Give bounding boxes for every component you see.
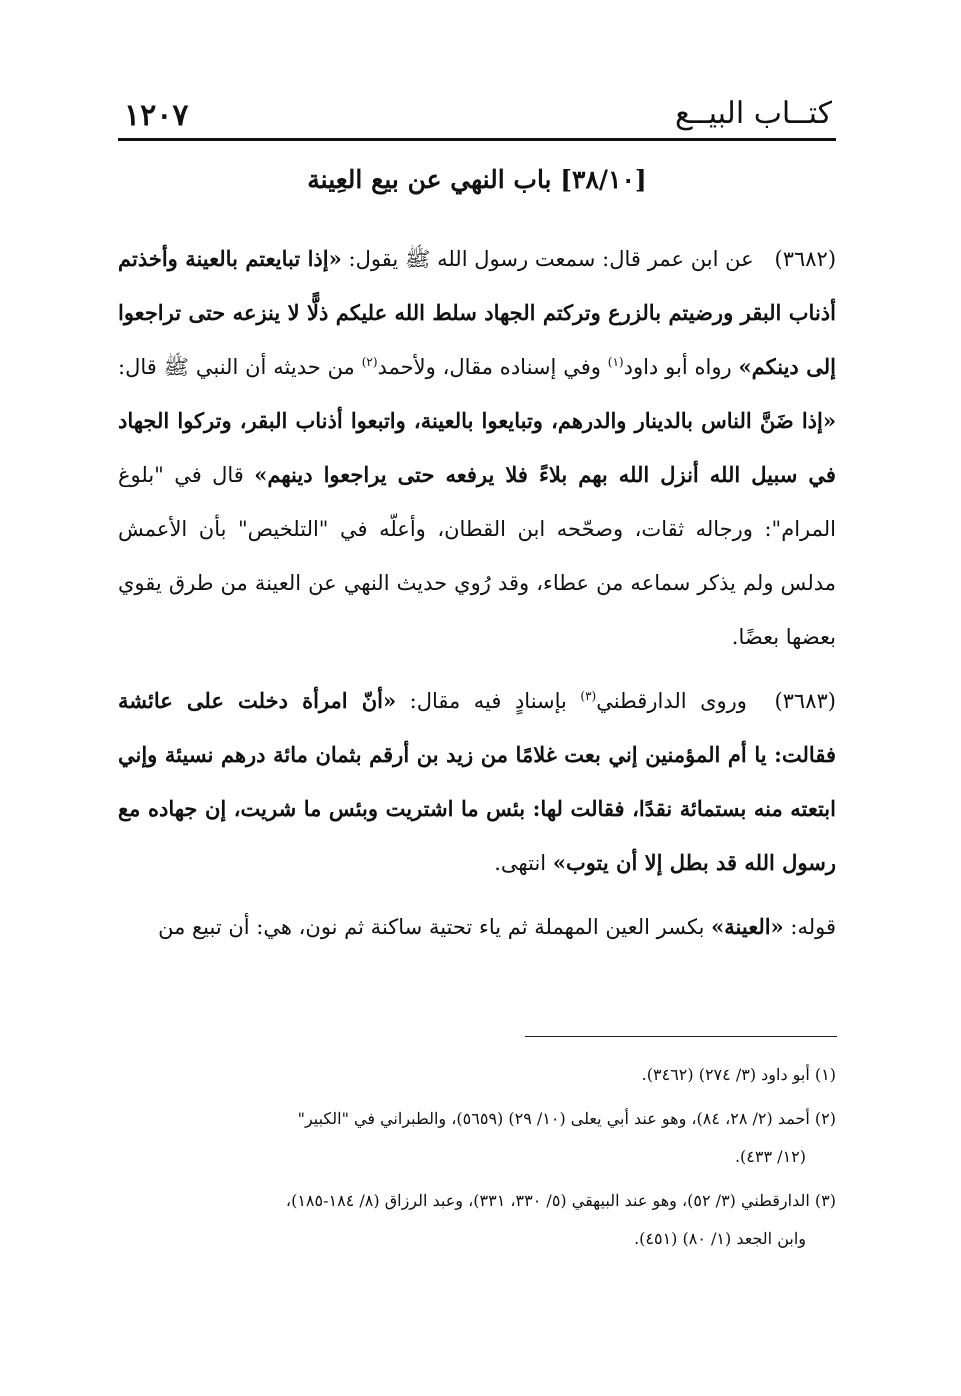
commentary-paragraph [118,900,836,954]
running-title: كتــاب البيــع [675,96,832,131]
footnote-number: (٣) [814,1191,836,1210]
page-number: ١٢٠٧ [124,98,189,133]
footnote-text: أحمد (٢/ ٢٨، ٨٤)، وهو عند أبي يعلى (١٠/ ٢٩) (٥٦٥٩)، والطبراني في "الكبير" [297,1109,810,1128]
footnote-item [118,1056,836,1094]
commentary-term: «العينة» [711,914,784,939]
footnote-marker: (١) [607,355,624,369]
hadith-text: وفي إسناده مقال، ولأحمد [377,355,601,379]
footnote-continuation: (١٢/ ٤٣٣). [734,1147,806,1166]
hadith-text: رواه أبو داود [623,355,732,379]
hadith-paragraph-3683 [118,674,836,890]
hadith-text: وروى الدارقطني [596,689,747,713]
footnote-marker: (٢) [361,355,378,369]
hadith-quote: «أنّ امرأة دخلت على عائشة فقالت: يا أم المؤمنين إني بعت غلامًا من زيد بن أرقم بثمان مائة درهم نسيئة وإني ابتعته منه بستمائة نقدًا، فقالت لها: بئس ما اشتريت وبئس ما شريت، إن جهاده مع رسول الله قد بطل إلا أن يتوب» [118,688,836,875]
running-header [118,92,836,141]
hadith-quote: «إذا تبايعتم بالعينة وأخذتم أذناب البقر ورضيتم بالزرع وتركتم الجهاد سلط الله عليكم ذلًّا لا ينزعه حتى تراجعوا إلى دينكم» [118,246,836,379]
footnote-text: أبو داود (٣/ ٢٧٤) (٣٤٦٢). [641,1065,810,1084]
footnote-item [118,1100,836,1176]
footnote-item [118,1182,836,1258]
footnote-marker: (٣) [580,689,597,703]
footnote-number: (٢) [814,1109,836,1128]
hadith-number: (٣٦٨٢) [774,247,837,271]
commentary-lead: قوله: [790,915,836,939]
footnote-separator [525,1036,837,1037]
hadith-text: من حديثه أن النبي ﷺ قال: [118,355,355,379]
hadith-quote: «إذا ضَنَّ الناس بالدينار والدرهم، وتبايعوا بالعينة، واتبعوا أذناب البقر، وتركوا الجهاد في سبيل الله أنزل الله بهم بلاءً فلا يرفعه حتى يراجعوا دينهم» [118,408,836,487]
footnotes [118,1056,836,1264]
hadith-intro: عن ابن عمر قال: سمعت رسول الله ﷺ يقول: [348,247,754,271]
hadith-text: قال في "بلوغ المرام": ورجاله ثقات، وصحّحه ابن القطان، وأعلّه في "التلخيص" بأن الأعمش مدلس ولم يذكر سماعه من عطاء، وقد رُوي حديث النهي عن العينة من طرق يقوي بعضها بعضًا. [118,463,836,649]
hadith-paragraph-3682 [118,232,836,664]
chapter-heading: [٣٨/١٠] باب النهي عن بيع العِينة [307,165,647,194]
commentary-text: بكسر العين المهملة ثم ياء تحتية ساكنة ثم نون، هي: أن تبيع من [158,915,705,939]
hadith-text: بإسنادٍ فيه مقال: [409,689,567,713]
hadith-number: (٣٦٨٣) [774,689,836,713]
hadith-text: انتهى. [494,851,547,875]
footnote-continuation: وابن الجعد (١/ ٨٠) (٤٥١). [634,1229,806,1248]
footnote-text: الدارقطني (٣/ ٥٢)، وهو عند البيهقي (٥/ ٣٣٠، ٣٣١)، وعبد الرزاق (٨/ ١٨٤-١٨٥)، [285,1191,810,1210]
footnote-number: (١) [814,1065,836,1084]
main-text [118,232,836,964]
